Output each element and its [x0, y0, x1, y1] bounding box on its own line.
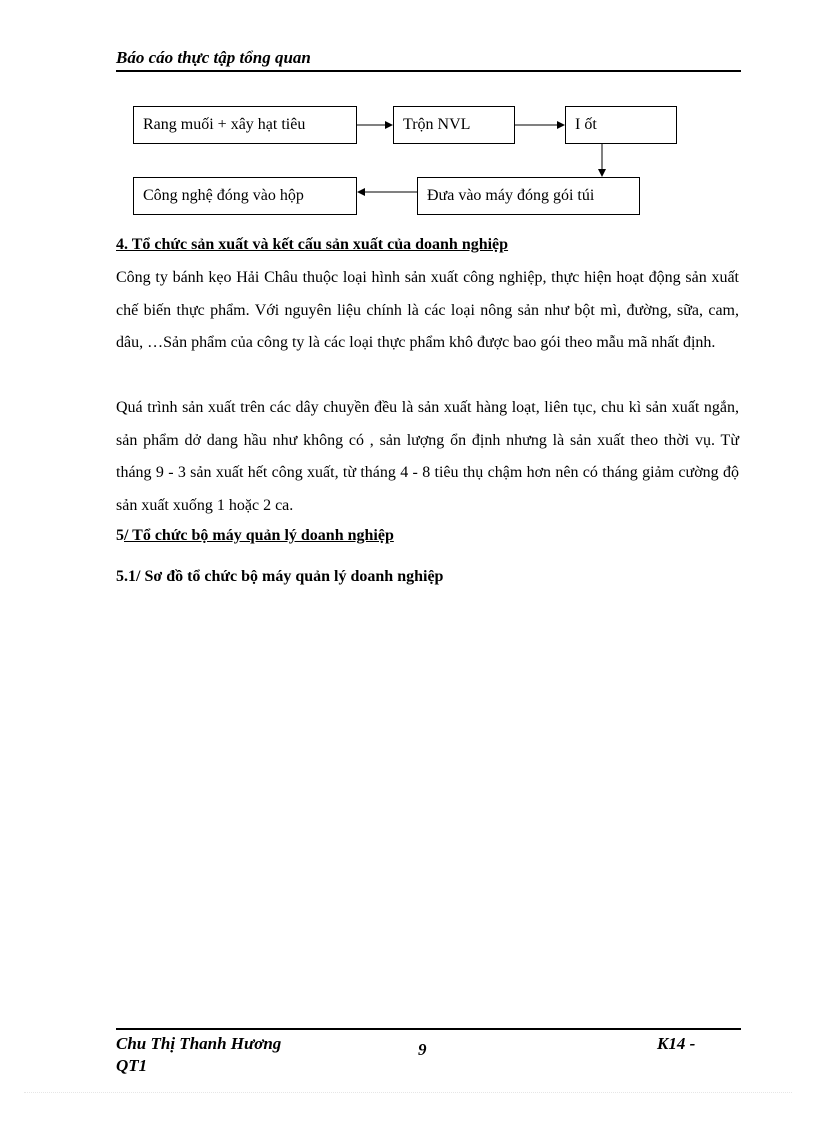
- section-5-1-subheading: 5.1/ Sơ đồ tổ chức bộ máy quản lý doanh nghiệp: [116, 568, 444, 585]
- footer-class-prefix: K14 -: [657, 1034, 696, 1053]
- page-edge-divider: [24, 1092, 792, 1093]
- header-divider: [116, 70, 741, 72]
- section-5-heading-number: 5: [116, 527, 124, 544]
- section-5-heading-text: / Tổ chức bộ máy quản lý doanh nghiệp: [124, 527, 394, 544]
- page-number: 9: [418, 1040, 427, 1059]
- section-4-heading: 4. Tổ chức sản xuất và kết cấu sản xuất của doanh nghiệp: [116, 236, 509, 253]
- header-title: Báo cáo thực tập tổng quan: [116, 48, 311, 67]
- flow-box-roast-salt: Rang muối + xây hạt tiêu: [133, 106, 357, 144]
- flow-box-boxing: Công nghệ đóng vào hộp: [133, 177, 357, 215]
- footer-author: Chu Thị Thanh Hương: [116, 1034, 282, 1053]
- flow-box-iodine: I ốt: [565, 106, 677, 144]
- section-4-paragraph-2: Quá trình sản xuất trên các dây chuyền đều là sản xuất hàng loạt, liên tục, chu kì sản xuất ngắn, sản phẩm dở dang hầu như không có , sản lượng ổn định nhưng là sản xuất theo thời vụ. Từ tháng 9 - 3 sản xuất hết công xuất, từ tháng 4 - 8 tiêu thụ chậm hơn nên có tháng giảm cường độ sản xuất xuống 1 hoặc 2 ca.: [116, 399, 739, 514]
- footer-class-suffix: QT1: [116, 1056, 148, 1075]
- flow-box-bag-packing: Đưa vào máy đóng gói túi: [417, 177, 640, 215]
- flow-box-mix-materials: Trộn NVL: [393, 106, 515, 144]
- footer-divider: [116, 1028, 741, 1030]
- section-4-paragraph-1: Công ty bánh kẹo Hải Châu thuộc loại hình sản xuất công nghiệp, thực hiện hoạt động sản xuất chế biến thực phẩm. Với nguyên liệu chính là các loại nông sản như bột mì, đường, sữa, cam, dâu, …Sản phẩm của công ty là các loại thực phẩm khô được bao gói theo mẫu mã nhất định.: [116, 269, 739, 351]
- section-5-heading: [116, 527, 394, 545]
